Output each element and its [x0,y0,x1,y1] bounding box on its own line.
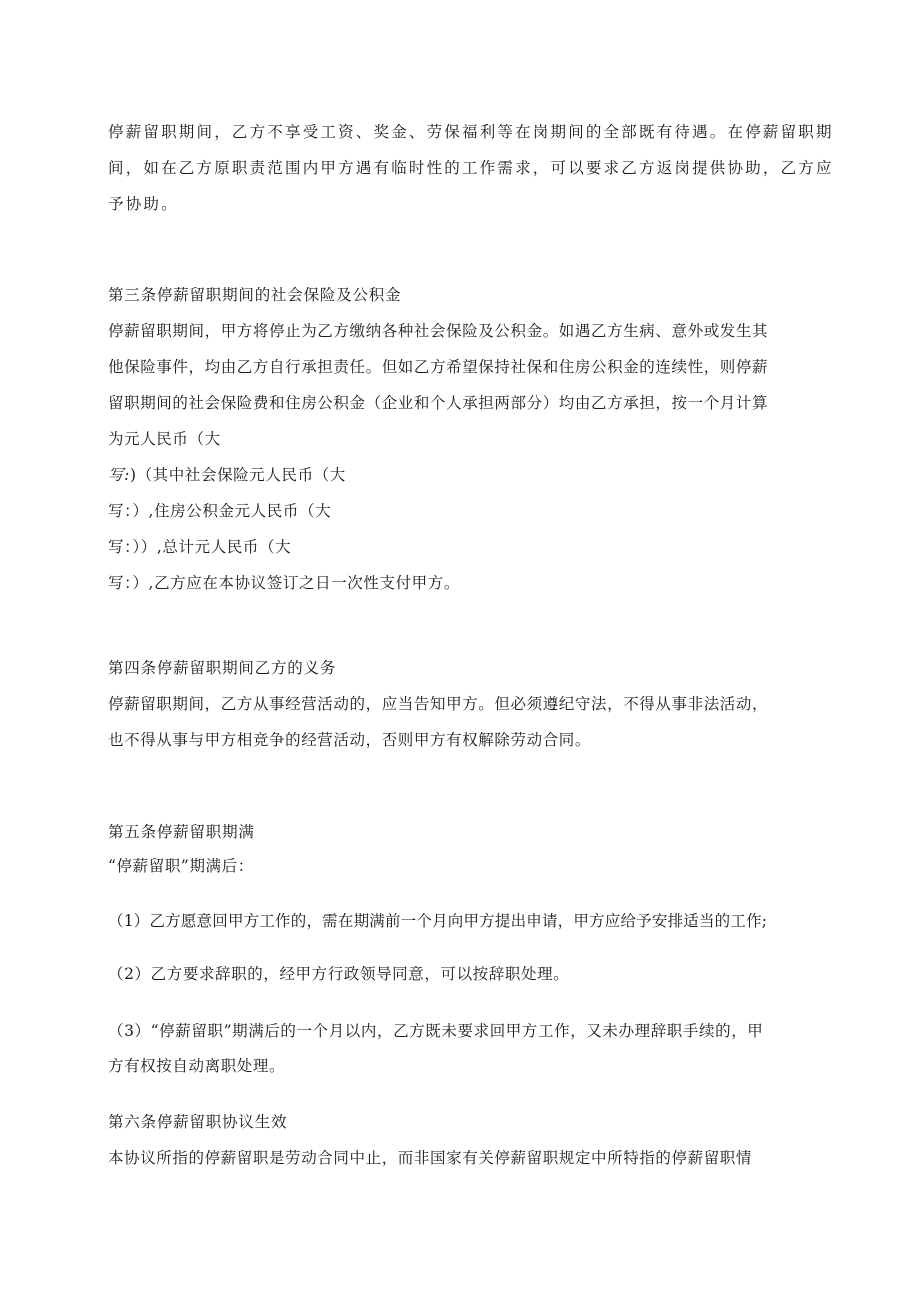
article-5-item-3-line: （3）“停薪留职”期满后的一个月以内，乙方既未要求回甲方工作，又未办理辞职手续的，甲 [108,1022,764,1040]
write-line-4: 写：）,乙方应在本协议签订之日一次性支付甲方。 [108,574,460,592]
write-prefix: 写: [108,466,130,484]
write-line-2: 写：）,住房公积金元人民币（大 [108,502,332,520]
write-rest: )（其中社会保险元人民币（大 [129,466,346,484]
paragraph-line: 为元人民币（大 [108,430,221,448]
article-6-heading: 第六条停薪留职协议生效 [108,1113,288,1131]
paragraph-line: 他保险事件，均由乙方自行承担责任。但如乙方希望保持社保和住房公积金的连续性，则停薪 [108,358,769,376]
paragraph-line: 停薪留职期间，乙方不享受工资、奖金、劳保福利等在岗期间的全部既有待遇。在停薪留职期 [108,123,834,141]
paragraph-line: 停薪留职期间，甲方将停止为乙方缴纳各种社会保险及公积金。如遇乙方生病、意外或发生其 [108,322,769,340]
paragraph-line: 间，如在乙方原职责范围内甲方遇有临时性的工作需求，可以要求乙方返岗提供协助，乙方应 [108,159,834,177]
paragraph-line: 本协议所指的停薪留职是劳动合同中止，而非国家有关停薪留职规定中所特指的停薪留职情 [108,1149,753,1167]
paragraph-line: 留职期间的社会保险费和住房公积金（企业和个人承担两部分）均由乙方承担，按一个月计算 [108,394,769,412]
write-line-3: 写：））,总计元人民币（大 [108,538,292,556]
article-4-heading: 第四条停薪留职期间乙方的义务 [108,659,337,677]
article-5-item-2: （2）乙方要求辞职的，经甲方行政领导同意，可以按辞职处理。 [108,965,570,983]
paragraph-line: 予协助。 [108,195,179,213]
write-line-1 [108,464,346,486]
article-5-item-1: （1）乙方愿意回甲方工作的，需在期满前一个月向甲方提出申请，甲方应给予安排适当的工作; [108,912,768,930]
paragraph-line: 停薪留职期间，乙方从事经营活动的，应当告知甲方。但必须遵纪守法，不得从事非法活动， [108,695,769,713]
article-5-intro: “停薪留职”期满后： [108,857,254,875]
article-5-item-3-line: 方有权按自动离职处理。 [108,1057,286,1075]
article-5-heading: 第五条停薪留职期满 [108,823,255,841]
paragraph-line: 也不得从事与甲方相竞争的经营活动，否则甲方有权解除劳动合同。 [108,731,592,749]
article-3-heading: 第三条停薪留职期间的社会保险及公积金 [108,286,402,304]
